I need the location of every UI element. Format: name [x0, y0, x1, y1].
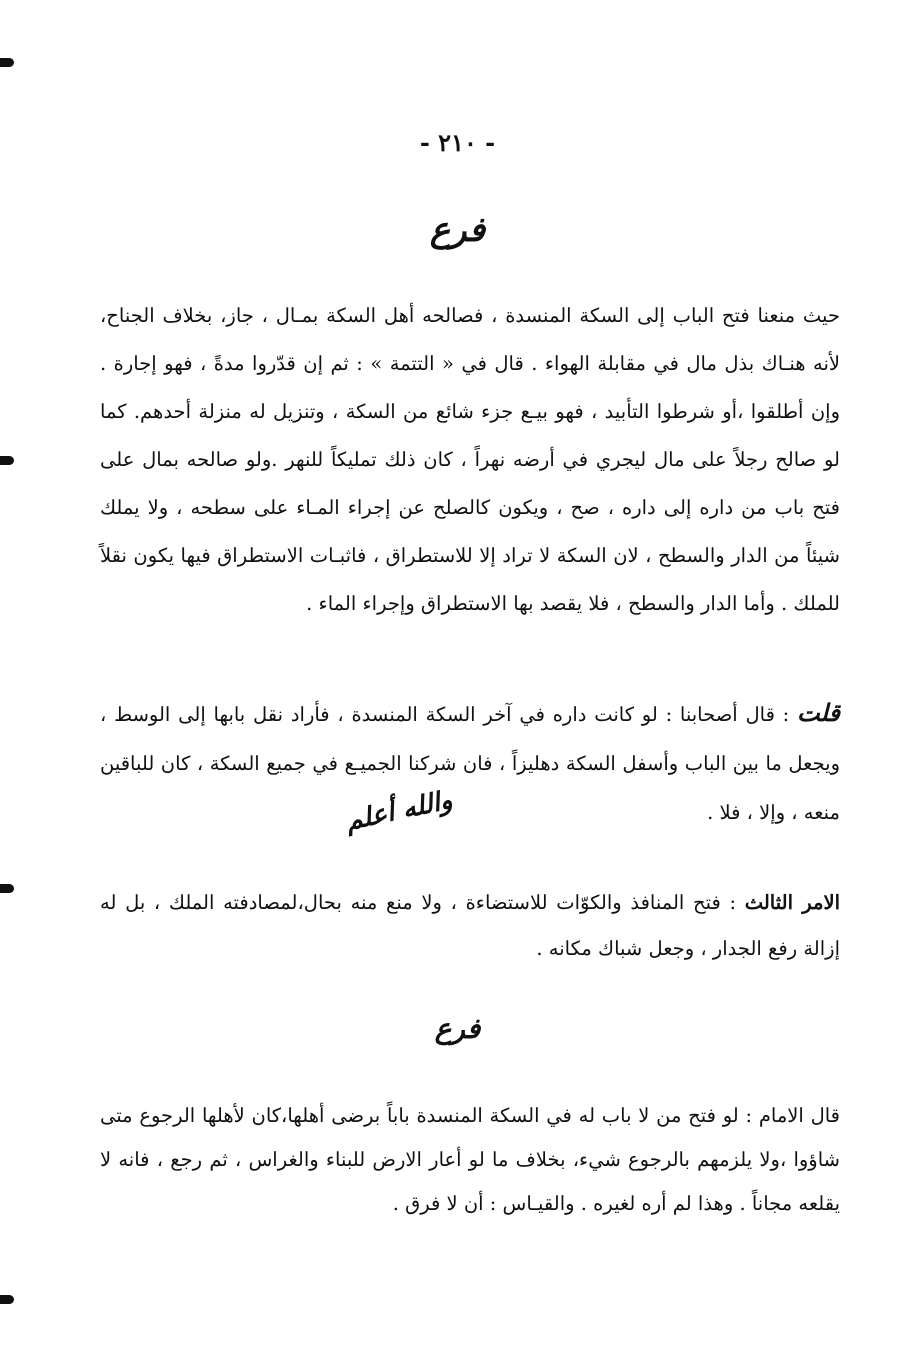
- label-third-matter: الامر الثالث: [744, 891, 840, 914]
- paragraph-1: حيث منعنا فتح الباب إلى السكة المنسدة ، فصالحه أهل السكة بمـال ، جاز، بخلاف الجناح، لأنه هنـاك بذل مال في مقابلة الهواء . قال في « التتمة » : ثم إن قدّروا مدةً ، فهو إجارة . وإن أطلقوا ،أو شرطوا التأبيد ، فهو بيـع جزء شائع من السكة ، وتنزيل له منزلة أحدهم. كما لو صالح رجلاً على مال ليجري في أرضه نهراً ، كان ذلك تمليكاً للنهر .ولو صالحه بمال على فتح باب من داره إلى داره ، صح ، ويكون كالصلح عن إجراء المـاء على سطحه ، ولا يملك شيئاً من الدار والسطح ، لان السكة لا تراد إلا للاستطراق ، فاثبـات الاستطراق فيها يكون نقلاً للملك . وأما الدار والسطح ، فلا يقصد بها الاستطراق وإجراء الماء .: [100, 304, 840, 615]
- paragraph-4: قال الامام : لو فتح من لا باب له في السكة المنسدة باباً برضى أهلها،كان لأهلها الرجوع متى شاؤوا ،ولا يلزمهم بالرجوع شيء، بخلاف ما لو أعار الارض للبناء والغراس ، ثم رجع ، فانه لا يقلعه مجاناً . وهذا لم أره لغيره . والقيـاس : أن لا فرق .: [100, 1104, 840, 1215]
- page-number: - ٢١٠ -: [419, 128, 496, 157]
- paragraph-2-text: : قال أصحابنا : لو كانت داره في آخر السكة المنسدة ، فأراد نقل بابها إلى الوسط ، ويجعل ما بين الباب وأسفل السكة دهليزاً ، فان شركنا الجميـع في جميع السكة ، كان للباقين منعه ، وإلا ، فلا .: [100, 703, 840, 824]
- scan-edge-mark: [0, 884, 14, 893]
- scan-edge-mark: [0, 58, 14, 67]
- section-heading: فرع: [429, 210, 486, 250]
- label-qult: قلت: [797, 698, 840, 727]
- paragraph-3: [100, 880, 840, 972]
- scan-edge-mark: [0, 456, 14, 465]
- section-heading-2: فرع: [434, 1012, 481, 1045]
- closing-phrase: والله أعلم: [343, 785, 455, 837]
- scan-edge-mark: [0, 1295, 14, 1304]
- paragraph-3-text: : فتح المنافذ والكوّات للاستضاءة ، ولا منع منه بحال،لمصادفته الملك ، بل له إزالة رفع الجدار ، وجعل شباك مكانه .: [100, 891, 840, 960]
- paragraph-2: [100, 688, 840, 837]
